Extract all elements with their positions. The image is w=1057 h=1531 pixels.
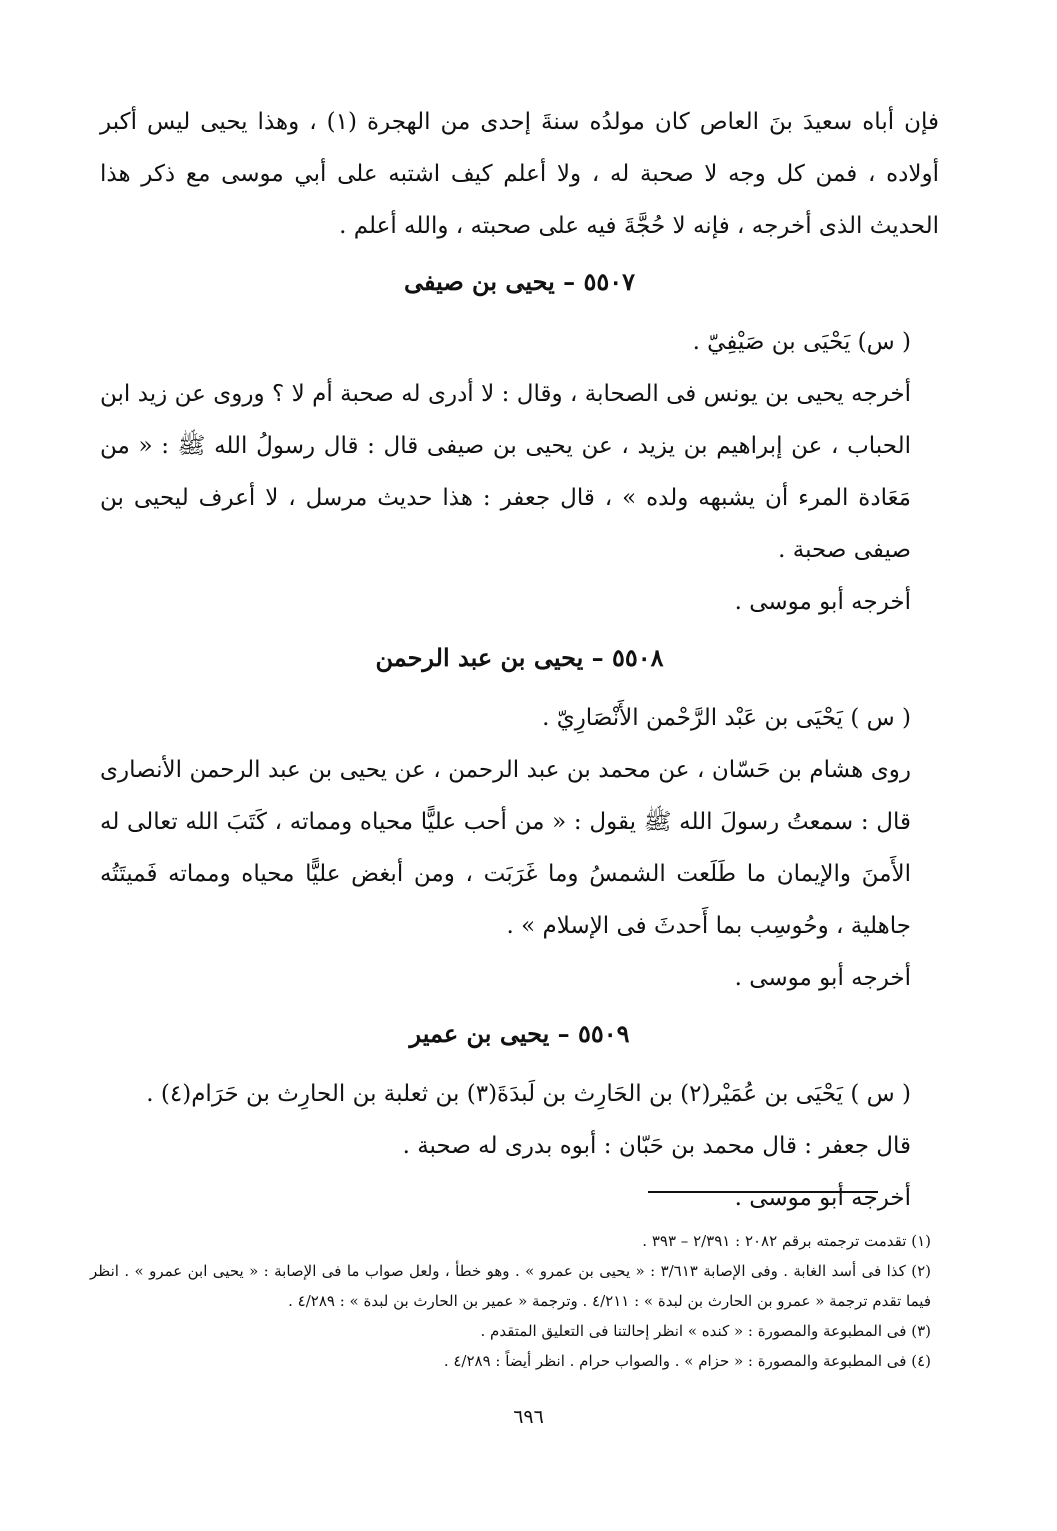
entry-head: ( س) يَحْيَى بن صَيْفِيّ . xyxy=(692,329,911,355)
footnote: (١) تقدمت ترجمته برقم ٢٠٨٢ : ٢/٣٩١ – ٣٩٣ . xyxy=(642,1232,931,1250)
entry-source: أخرجه أبو موسى . xyxy=(734,1185,911,1211)
footnote: (٤) فى المطبوعة والمصورة : « حزام » . والصواب حرام . انظر أيضاً : ٤/٢٨٩ . xyxy=(443,1352,931,1370)
entry-text: أخرجه يحيى بن يونس فى الصحابة ، وقال : لا أدرى له صحبة أم لا ؟ وروى عن زيد ابن الحباب ، عن إبراهيم بن يزيد ، عن يحيى بن صيفى قال : قال رسولُ الله ﷺ : « من مَعَادة المرء أن يشبهه ولده » ، قال جعفر : هذا حديث مرسل ، لا أعرف ليحيى بن صيفى صحبة . xyxy=(100,381,911,563)
entry-text: قال جعفر : قال محمد بن حَبّان : أبوه بدرى له صحبة . xyxy=(402,1133,911,1159)
entry-text: روى هشام بن حَسّان ، عن محمد بن عبد الرحمن ، عن يحيى بن عبد الرحمن الأنصارى قال : سمعتُ رسولَ الله ﷺ يقول : « من أحب عليًّا محياه ومماته ، كَتَبَ الله تعالى له الأَمنَ والإيمان ما طَلَعت الشمسُ وما غَرَبَت ، ومن أبغض عليًّا محياه ومماته فَميتَتُه جاهلية ، وحُوسِب بما أَحدثَ فى الإسلام » . xyxy=(100,757,911,939)
footnote: (٢) كذا فى أسد الغابة . وفى الإصابة ٣/٦١٣ : « يحيى بن عمرو » . وهو خطأ ، ولعل صواب ما فى الإصابة : « يحيى ابن عمرو » . انظر فيما تقدم ترجمة « عمرو بن الحارث بن لبدة » : ٤/٢١١ . وترجمة « عمير بن الحارث بن لبدة » : ٤/٢٨٩ . xyxy=(90,1262,931,1310)
entry-5508 xyxy=(100,632,939,1004)
footnote: (٣) فى المطبوعة والمصورة : « كنده » انظر إحالتنا فى التعليق المتقدم . xyxy=(480,1322,931,1340)
entry-head: ( س ) يَحْيَى بن عَبْد الرَّحْمن الأَنْصَارِيّ . xyxy=(542,705,911,731)
entry-source: أخرجه أبو موسى . xyxy=(734,589,911,615)
entry-head: ( س ) يَحْيَى بن عُمَيْر(٢) بن الحَارِث بن لَبدَةَ(٣) بن ثعلبة بن الحارِث بن حَرَام(٤) . xyxy=(146,1081,911,1107)
footnote-divider xyxy=(648,1191,878,1193)
page-number: ٦٩٦ xyxy=(513,1406,544,1428)
entry-5507 xyxy=(100,256,939,628)
footnotes xyxy=(90,1226,939,1376)
entry-title: ٥٥٠٧ – يحيى بن صيفى xyxy=(403,267,636,296)
entry-title: ٥٥٠٨ – يحيى بن عبد الرحمن xyxy=(375,643,664,672)
entry-source: أخرجه أبو موسى . xyxy=(734,965,911,991)
entry-title: ٥٥٠٩ – يحيى بن عمير xyxy=(409,1019,630,1048)
intro-paragraph: فإن أباه سعيدَ بنَ العاص كان مولدُه سنةَ إحدى من الهجرة (١) ، وهذا يحيى ليس أكبر أولاده ، فمن كل وجه لا صحبة له ، ولا أعلم كيف اشتبه على أبي موسى مع ذكر هذا الحديث الذى أخرجه ، فإنه لا حُجَّةَ فيه على صحبته ، والله أعلم . xyxy=(100,109,939,239)
main-text xyxy=(100,96,939,1224)
